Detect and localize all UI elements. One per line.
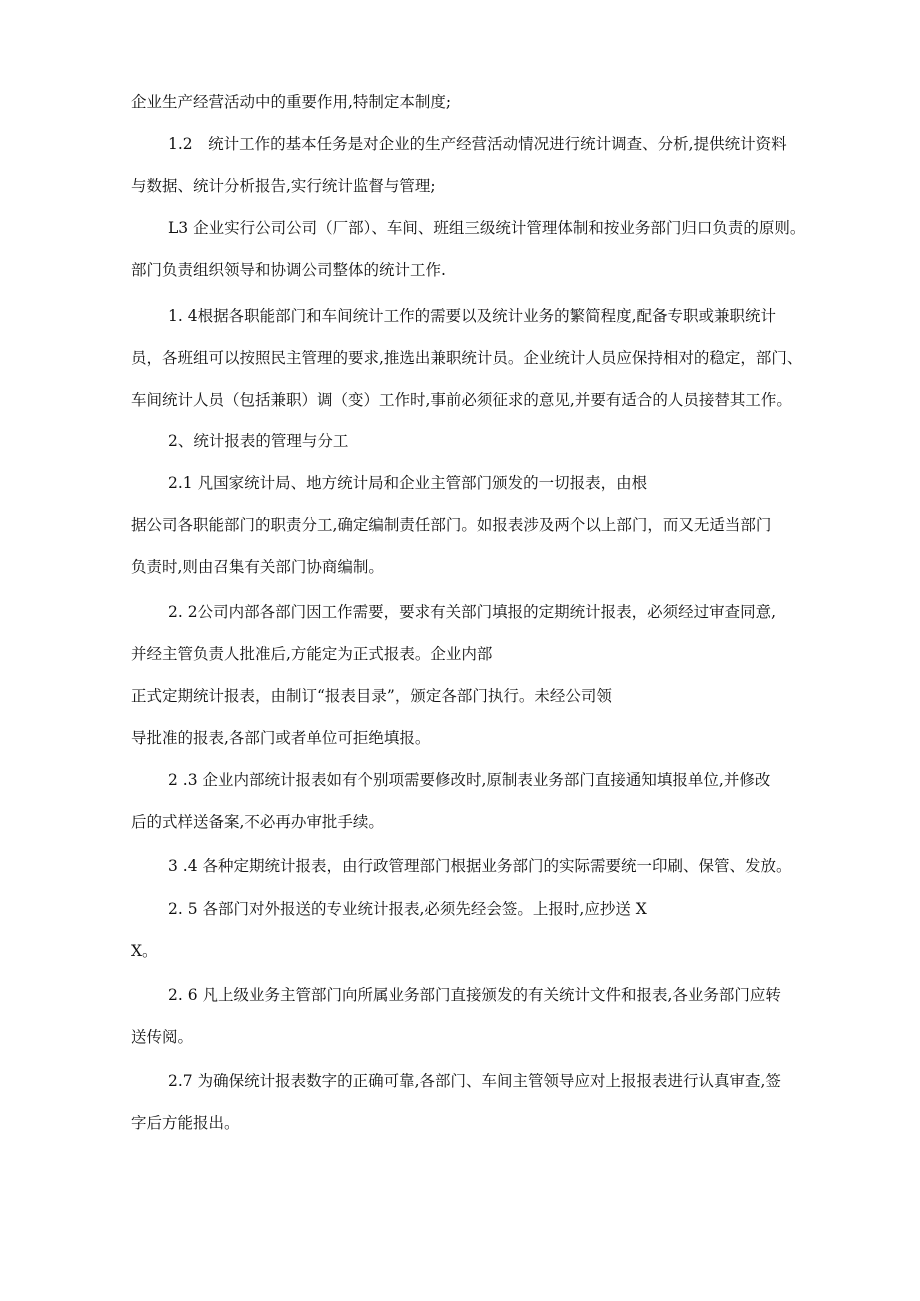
text-line: 2. 5 各部门对外报送的专业统计报表,必须先经会签。上报时,应抄送 X bbox=[168, 900, 647, 918]
text-line: L3 企业实行公司公司（厂部）、车间、班组三级统计管理体制和按业务部门归口负责的原则。 bbox=[168, 219, 806, 237]
text-line: 2 .3 企业内部统计报表如有个别项需要修改时,原制表业务部门直接通知填报单位,并修改 bbox=[168, 771, 771, 789]
text-line: 2. 6 凡上级业务主管部门向所属业务部门直接颁发的有关统计文件和报表,各业务部门应转 bbox=[168, 986, 781, 1004]
text-line: 负责时,则由召集有关部门协商编制。 bbox=[131, 558, 384, 576]
text-line: 部门负责组织领导和协调公司整体的统计工作. bbox=[131, 261, 446, 279]
text-line: 后的式样送备案,不必再办审批手续。 bbox=[131, 813, 384, 831]
text-line: 3 .4 各种定期统计报表，由行政管理部门根据业务部门的实际需要统一印刷、保管、发放。 bbox=[168, 857, 792, 875]
text-line: 并经主管负责人批准后,方能定为正式报表。企业内部 bbox=[131, 645, 493, 663]
text-line: 1.2 统计工作的基本任务是对企业的生产经营活动情况进行统计调查、分析,提供统计资料 bbox=[168, 135, 787, 153]
text-line: 据公司各职能部门的职责分工,确定编制责任部门。如报表涉及两个以上部门，而又无适当部门 bbox=[131, 516, 772, 534]
text-line: 2.7 为确保统计报表数字的正确可靠,各部门、车间主管领导应对上报报表进行认真审查,签 bbox=[168, 1072, 781, 1090]
text-line: 车间统计人员（包括兼职）调（变）工作时,事前必须征求的意见,并要有适合的人员接替其工作。 bbox=[131, 391, 792, 409]
text-line: 字后方能报出。 bbox=[131, 1114, 240, 1132]
text-line: 企业生产经营活动中的重要作用,特制定本制度; bbox=[131, 93, 452, 111]
text-line: 正式定期统计报表，由制订“报表目录”，颁定各部门执行。未经公司领 bbox=[131, 687, 612, 705]
text-line: 送传阅。 bbox=[131, 1028, 194, 1046]
text-line: 员，各班组可以按照民主管理的要求,推选出兼职统计员。企业统计人员应保持相对的稳定，部门、 bbox=[131, 349, 803, 367]
text-line: 与数据、统计分析报告,实行统计监督与管理; bbox=[131, 177, 436, 195]
text-line: 2. 2公司内部各部门因工作需要，要求有关部门填报的定期统计报表，必须经过审查同意, bbox=[168, 603, 777, 621]
text-line: 1. 4根据各职能部门和车间统计工作的需要以及统计业务的繁简程度,配备专职或兼职统计 bbox=[168, 307, 777, 325]
text-line: 2.1 凡国家统计局、地方统计局和企业主管部门颁发的一切报表，由根 bbox=[168, 474, 648, 492]
section-heading: 2、统计报表的管理与分工 bbox=[168, 432, 349, 450]
text-line: X。 bbox=[131, 942, 158, 960]
text-line: 导批准的报表,各部门或者单位可拒绝填报。 bbox=[131, 729, 431, 747]
